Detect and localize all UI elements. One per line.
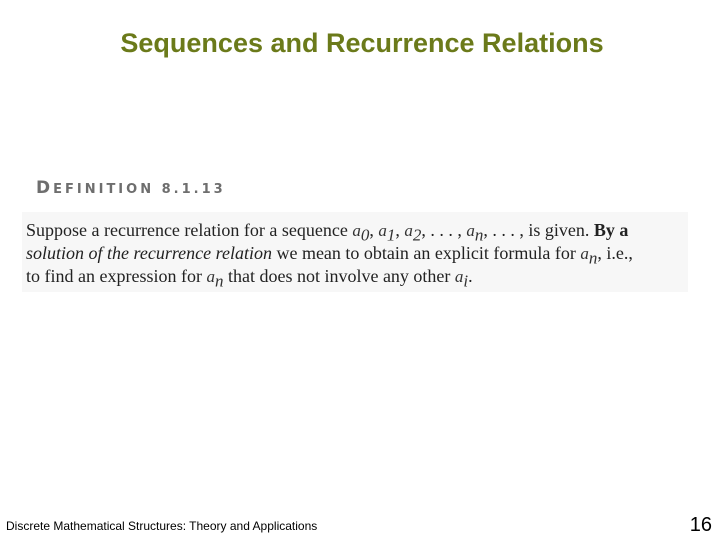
def-text: Suppose a recurrence relation for a sequence [26,220,353,240]
math-var: a [466,221,475,240]
definition-heading [36,178,226,198]
definition-line-3 [26,266,473,292]
definition-heading-initial: D [36,178,54,198]
slide-title: Sequences and Recurrence Relations [120,28,604,58]
def-text: that does not involve any other [223,266,455,286]
math-var: a [454,267,464,286]
math-subscript: i [463,271,469,291]
def-text: , . . . , [421,220,467,240]
definition-line-2 [26,243,633,269]
math-var: a [404,221,413,240]
def-text: , [395,220,405,240]
footer-text: Discrete Mathematical Structures: Theory and Applications [6,519,318,533]
definition-body [22,212,688,292]
definition-heading-rest: EFINITION 8.1.13 [53,182,226,197]
math-subscript: n [214,271,224,291]
def-text: , [369,220,379,240]
def-text: By a [589,220,629,240]
math-subscript: 0 [360,225,370,245]
def-text: , i.e., [597,243,633,263]
math-subscript: n [474,225,484,245]
definition-block [22,172,688,292]
def-text: we mean to obtain an explicit formula for [271,243,581,263]
math-var: a [352,221,361,240]
math-var: a [580,244,589,263]
math-subscript: 1 [386,225,396,245]
def-text: , . . . , is given. [483,220,590,240]
math-subscript: n [588,248,598,268]
def-emphasis: solution of the recurrence relation [26,243,272,263]
def-text: to find an expression for [26,266,207,286]
definition-line-1 [26,220,628,246]
math-var: a [378,221,387,240]
page-number: 16 [689,514,712,536]
math-subscript: 2 [412,225,422,245]
math-var: a [206,267,215,286]
def-text: . [468,266,473,286]
